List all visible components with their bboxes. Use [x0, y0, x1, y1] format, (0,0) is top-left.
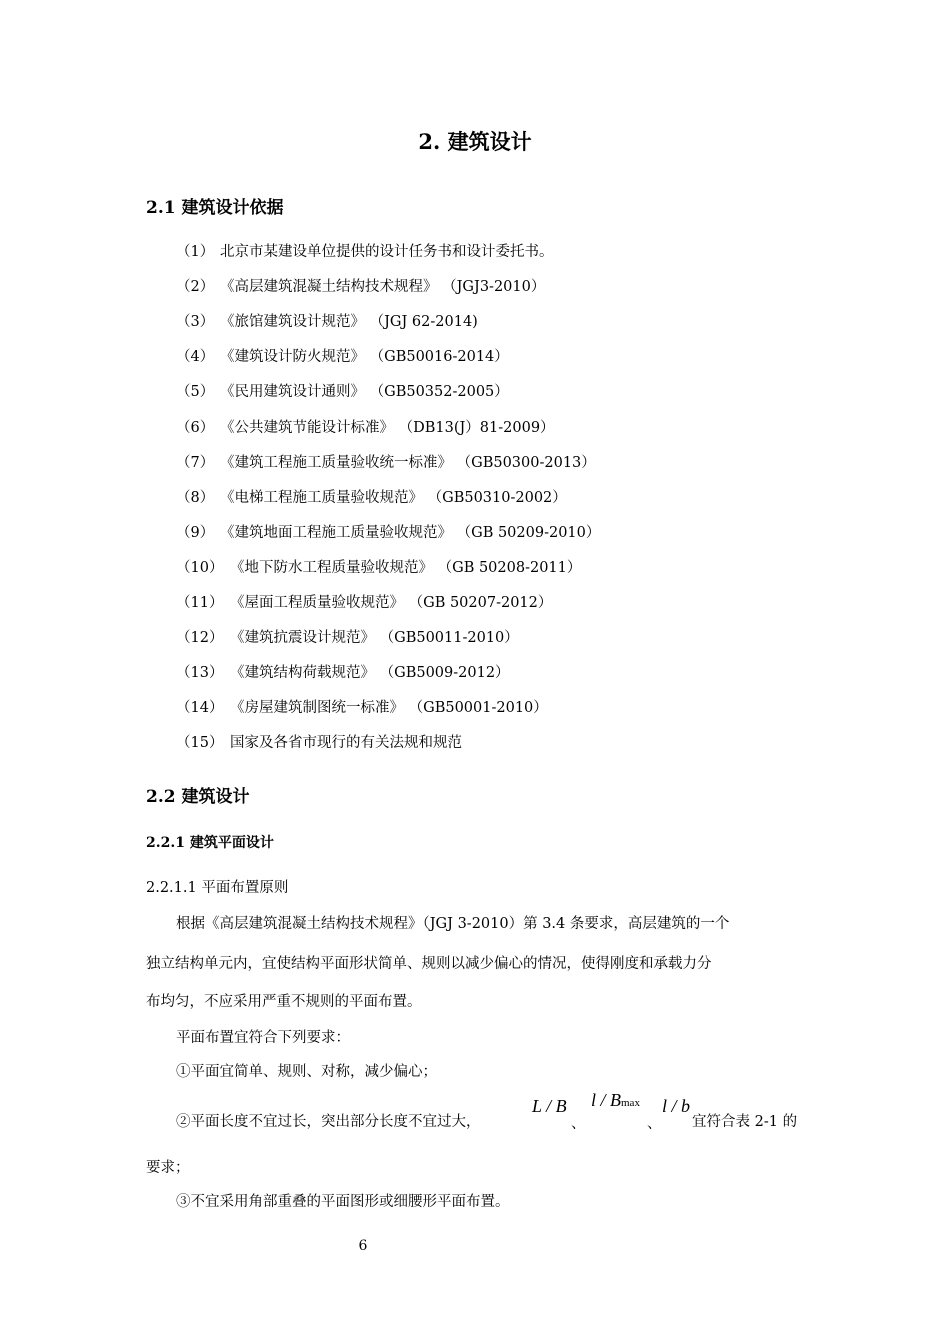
list-item	[176, 380, 509, 404]
list-item-text: 《高层建筑混凝土结构技术规程》 （JGJ3-2010）	[220, 279, 546, 295]
list-item-text: 《电梯工程施工质量验收规范》 （GB50310-2002）	[220, 490, 567, 506]
paragraph-line: 根据《高层建筑混凝土结构技术规程》（JGJ 3-2010）第 3.4 条要求，高层建筑的一个	[176, 916, 730, 932]
paragraph-line: 布均匀，不应采用严重不规则的平面布置。	[146, 994, 422, 1010]
requirement-3: ③不宜采用角部重叠的平面图形或细腰形平面布置。	[176, 1194, 510, 1210]
list-item-number: （12）	[176, 630, 224, 646]
paragraph-line: 独立结构单元内，宜使结构平面形状简单、规则以减少偏心的情况，使得刚度和承载力分	[146, 956, 712, 972]
list-item-number: （7）	[176, 455, 215, 471]
list-item-number: （4）	[176, 349, 215, 365]
list-item	[176, 451, 596, 475]
list-item-number: （1）	[176, 244, 215, 260]
list-item-text: 北京市某建设单位提供的设计任务书和设计委托书。	[220, 244, 554, 260]
section-heading-2-2: 2.2 建筑设计	[146, 787, 250, 807]
list-item-text: 《房屋建筑制图统一标准》 （GB50001-2010）	[230, 700, 548, 716]
list-item-text: 《公共建筑节能设计标准》 （DB13(J）81-2009）	[220, 420, 555, 436]
list-item-text: 《建筑抗震设计规范》 （GB50011-2010）	[230, 630, 519, 646]
list-item-number: （2）	[176, 279, 215, 295]
list-item	[176, 310, 478, 334]
requirement-2-text: ②平面长度不宜过长，突出部分长度不宜过大，	[176, 1114, 481, 1130]
list-item-number: （9）	[176, 525, 215, 541]
list-item	[176, 661, 510, 685]
list-item-number: （11）	[176, 595, 224, 611]
separator: 、	[647, 1116, 662, 1132]
list-item-text: 国家及各省市现行的有关法规和规范	[230, 735, 462, 751]
list-item-text: 《屋面工程质量验收规范》 （GB 50207-2012）	[230, 595, 553, 611]
list-item-number: （5）	[176, 384, 215, 400]
list-item-text: 《建筑地面工程施工质量验收规范》 （GB 50209-2010）	[220, 525, 601, 541]
section-heading-2-1: 2.1 建筑设计依据	[146, 198, 284, 218]
requirements-intro: 平面布置宜符合下列要求：	[176, 1030, 350, 1046]
list-item	[176, 696, 548, 720]
list-item	[176, 556, 581, 580]
list-item	[176, 591, 552, 615]
list-item	[176, 626, 519, 650]
list-item-number: （13）	[176, 665, 224, 681]
subsection-heading-2-2-1: 2.2.1 建筑平面设计	[146, 835, 274, 851]
chapter-title: 2. 建筑设计	[418, 129, 532, 154]
formula-l-over-B: l / B	[591, 1090, 621, 1110]
list-item-text: 《地下防水工程质量验收规范》 （GB 50208-2011）	[230, 560, 582, 576]
list-item-number: （3）	[176, 314, 215, 330]
list-item-number: （14）	[176, 700, 224, 716]
requirement-2-continued: 要求；	[146, 1160, 190, 1176]
list-item	[176, 416, 555, 440]
list-item	[176, 486, 567, 510]
list-item	[176, 275, 545, 299]
list-item	[176, 731, 462, 755]
list-item	[176, 240, 554, 264]
list-item-text: 《建筑设计防火规范》 （GB50016-2014）	[220, 349, 509, 365]
list-item-number: （8）	[176, 490, 215, 506]
list-item-text: 《民用建筑设计通则》 （GB50352-2005）	[220, 384, 509, 400]
list-item	[176, 521, 600, 545]
requirement-2-text-end: 宜符合表 2-1 的	[692, 1114, 798, 1130]
list-item-text: 《建筑工程施工质量验收统一标准》 （GB50300-2013）	[220, 455, 596, 471]
formula-l-over-b: l / b	[662, 1096, 691, 1116]
list-item-text: 《旅馆建筑设计规范》 （JGJ 62-2014)	[220, 314, 478, 330]
sub-subsection-heading-2-2-1-1: 2.2.1.1 平面布置原则	[146, 880, 289, 896]
separator: 、	[571, 1116, 586, 1132]
formula-L-over-B: L / B	[532, 1096, 567, 1116]
list-item-text: 《建筑结构荷载规范》 （GB5009-2012）	[230, 665, 510, 681]
list-item-number: （15）	[176, 735, 224, 751]
list-item-number: （10）	[176, 560, 224, 576]
list-item	[176, 345, 509, 369]
requirement-1: ①平面宜简单、规则、对称，减少偏心；	[176, 1064, 437, 1080]
formula-l-over-Bmax	[591, 1090, 640, 1111]
formula-subscript-max: max	[621, 1097, 640, 1109]
list-item-number: （6）	[176, 420, 215, 436]
page-number: 6	[358, 1238, 368, 1254]
